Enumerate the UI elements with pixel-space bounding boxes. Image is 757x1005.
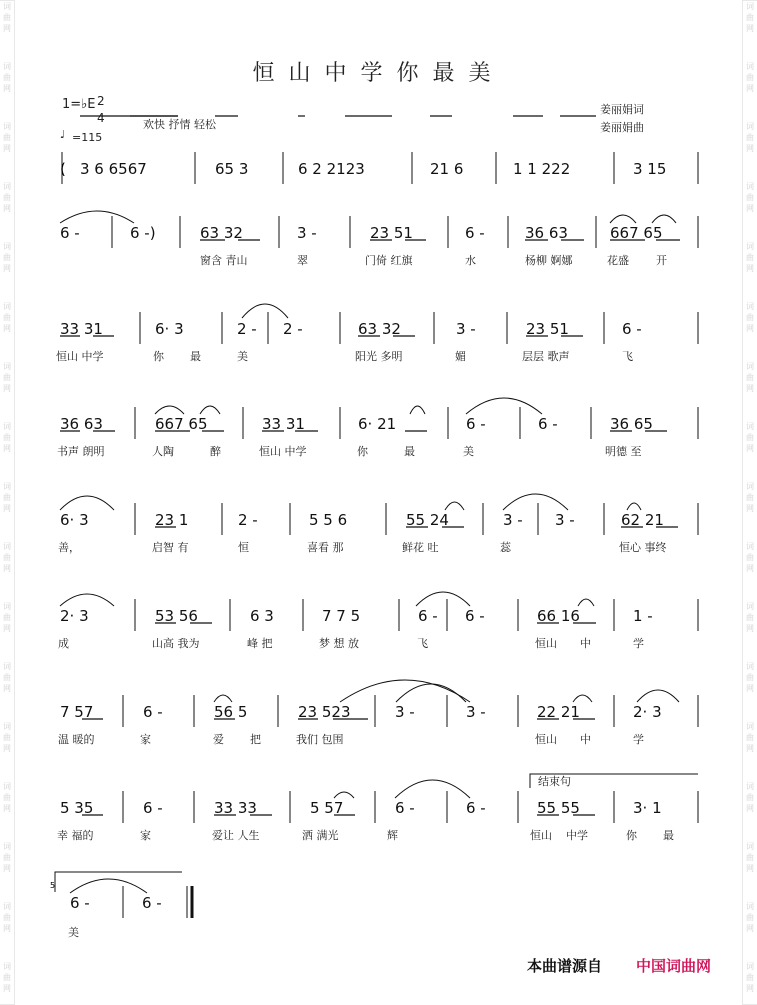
lyric-word: 明德 至 [605,445,642,458]
lyric-word: 最 [190,350,201,363]
watermark-text: 词 曲 网 [3,662,11,693]
lyricist-credit: 姜丽娟词 [600,103,644,116]
notation-bar: 6 -) [130,224,156,242]
notation-bar: 6 - [466,799,486,817]
notation-bar: 33 31 [60,320,103,338]
lyric-word: 中 [580,637,591,650]
lyric-word: 中 [580,733,591,746]
lyric-word: 美 [463,445,474,458]
watermark-text: 词 曲 网 [3,842,11,873]
notation-bar: 6· 3 [60,511,89,529]
notation-bar: 36 63 [525,224,568,242]
notation-bar: 3 - [555,511,575,529]
slur-arc [60,211,134,223]
watermark-text: 词 曲 网 [3,302,11,333]
slur-arc [395,780,470,798]
time-signature-top: 2 [97,94,105,108]
lyric-word: 爱让 人生 [212,829,260,842]
lyric-word: 峰 把 [247,637,273,650]
notation-bar: 55 24 [406,511,449,529]
lyric-word: 我们 包围 [296,733,344,746]
notation-bar: 36 63 [60,415,103,433]
watermark-text: 词 曲 网 [746,962,754,993]
notation-bar: 53 56 [155,607,198,625]
notation-bar: 23 51 [370,224,413,242]
expression-marking: 欢快 抒情 轻松 [143,118,216,131]
lyric-word: 家 [140,829,151,842]
lyric-word: 你 [153,350,164,363]
slur-arc [627,503,641,510]
notation-bar: 3 15 [633,160,667,178]
watermark-text: 词 曲 网 [3,422,11,453]
lyric-word: 中学 [566,829,588,842]
watermark-text: 词 曲 网 [3,242,11,273]
notation-bar: 667 65 [610,224,663,242]
notation-bar: 5 5 6 [309,511,348,529]
slur-arc [466,398,542,414]
watermark-text: 词 曲 网 [746,62,754,93]
lyric-word: 飞 [622,350,633,363]
lyric-word: 学 [633,637,644,650]
lyric-word: 山高 我为 [152,637,200,650]
watermark-text: 词 曲 网 [746,422,754,453]
lyric-word: 美 [237,350,248,363]
lyric-word: 启智 有 [152,541,189,554]
slur-arc [70,879,147,893]
watermark-text: 词 曲 网 [3,122,11,153]
lyric-word: 花盛 [607,254,629,267]
notation-bar: 6 - [143,799,163,817]
volta-label: 结束句 [538,775,571,788]
notation-bar: 63 32 [200,224,243,242]
watermark-text: 词 曲 网 [3,902,11,933]
notation-bar: 36 65 [610,415,653,433]
watermark-text: 词 曲 网 [3,182,11,213]
notation-bar: 6 3 [250,607,274,625]
lyric-word: 喜看 那 [307,541,344,554]
notation-bar: 63 32 [358,320,401,338]
slur-arc [60,594,114,606]
watermark-text: 词 曲 网 [746,902,754,933]
notation-bar: 6 - [142,894,162,912]
slur-arc [578,599,594,606]
lyric-word: 爱 [213,733,224,746]
watermark-text: 词 曲 网 [3,962,11,993]
notation-bar: 7 57 [60,703,94,721]
watermark-text: 词 曲 网 [3,362,11,393]
lyric-word: 善， [58,541,80,554]
lyric-word: 洒 满光 [302,829,339,842]
notation-bar: 3 - [456,320,476,338]
notation-bar: 33 31 [262,415,305,433]
notation-bar: 3 - [503,511,523,529]
slur-arc [610,215,636,223]
lyric-word: 恒山 中学 [259,445,307,458]
lyric-word: 层层 歌声 [522,350,570,363]
lyric-word: 飞 [417,637,428,650]
slur-arc [200,406,220,414]
lyric-word: 恒山 中学 [56,350,104,363]
notation-bar: 667 65 [155,415,208,433]
lyric-word: 媚 [455,350,466,363]
source-prefix: 本曲谱源自 [527,957,603,975]
lyric-word: 恒山 [530,829,552,842]
volta-number: 5 [50,881,56,890]
notation-bar: 6 2 2123 [298,160,365,178]
notation-bar: 62 21 [621,511,664,529]
notation-bar: 56 5 [214,703,248,721]
watermark-text: 词 曲 网 [3,62,11,93]
watermark-text: 词 曲 网 [3,2,11,33]
watermark-text: 词 曲 网 [746,722,754,753]
notation-bar: 6· 3 [155,320,184,338]
lyric-word: 辉 [387,829,398,842]
lyric-word: 人陶 [152,445,174,458]
watermark-text: 词 曲 网 [746,482,754,513]
notation-bar: 22 21 [537,703,580,721]
lyric-word: 杨柳 婀娜 [525,254,573,267]
notation-bar: 6 - [465,607,485,625]
notation-bar: 5 57 [310,799,344,817]
lyric-word: 学 [633,733,644,746]
notation-bar: 6 - [418,607,438,625]
watermark-text: 词 曲 网 [746,842,754,873]
watermark-text: 词 曲 网 [746,782,754,813]
notation-bar: 1 1 222 [513,160,571,178]
tempo-note-icon: ♩ [60,128,66,141]
notation-bar: 23 1 [155,511,189,529]
intro-open-paren: ( [60,160,66,178]
slur-arc [445,502,464,510]
watermark-text: 词 曲 网 [746,122,754,153]
watermark-text: 词 曲 网 [3,722,11,753]
lyric-word: 门倚 红旗 [365,254,413,267]
lyric-word: 水 [465,254,476,267]
lyric-word: 醉 [210,445,221,458]
notation-bar: 1 - [633,607,653,625]
slur-arc [416,592,470,606]
watermark-text: 词 曲 网 [746,602,754,633]
slur-arc [214,695,232,702]
notation-bar: 3 - [395,703,415,721]
lyric-word: 成 [58,637,69,650]
watermark-text: 词 曲 网 [746,182,754,213]
watermark-text: 词 曲 网 [746,662,754,693]
slur-arc [155,406,184,414]
notation-bar: 2 - [283,320,303,338]
lyric-word: 温 暖的 [58,733,95,746]
notation-bar: 6 - [466,415,486,433]
notation-bar: 55 55 [537,799,580,817]
volta-bracket-second [55,872,182,892]
notation-bar: 6 - [622,320,642,338]
lyric-word: 阳光 多明 [355,350,403,363]
notation-bar: 65 3 [215,160,249,178]
notation-bar: 21 6 [430,160,464,178]
slur-arc [242,304,288,318]
watermark-text: 词 曲 网 [3,542,11,573]
watermark-text: 词 曲 网 [3,782,11,813]
notation-bar: 6 - [143,703,163,721]
notation-bar: 33 33 [214,799,257,817]
lyric-word: 你 [626,829,637,842]
notation-bar: 6 - [60,224,80,242]
notation-bar: 2· 3 [633,703,662,721]
lyric-word: 恒山 [535,637,557,650]
song-title: 恒山中学你最美 [252,61,505,86]
notation-bar: 2 - [238,511,258,529]
lyric-word: 窗含 青山 [200,254,248,267]
composer-credit: 姜丽娟曲 [600,121,644,134]
notation-bar: 6 - [465,224,485,242]
lyric-word: 翠 [297,254,308,267]
watermark-text: 词 曲 网 [746,242,754,273]
source-site-link[interactable]: 中国词曲网 [636,957,712,975]
notation-bar: 3 6 6567 [80,160,147,178]
lyric-word: 恒山 [535,733,557,746]
tempo-marking: =115 [72,131,103,144]
lyric-word: 把 [250,733,261,746]
notation-bar: 6 - [70,894,90,912]
lyric-word: 开 [656,254,667,267]
notation-bar: 6 - [538,415,558,433]
slur-arc [573,695,592,702]
watermark-text: 词 曲 网 [746,302,754,333]
notation-bar: 23 523 [298,703,351,721]
notation-bar: 7 7 5 [322,607,361,625]
slur-arc [340,680,470,702]
lyric-word: 你 [357,445,368,458]
notation-bar: 3· 1 [633,799,662,817]
lyric-word: 美 [68,926,79,939]
time-signature-bottom: 4 [97,111,105,125]
notation-bar: 6· 21 [358,415,397,433]
slur-arc [396,684,466,702]
lyric-word: 最 [663,829,674,842]
slur-arc [637,690,679,702]
watermark-text: 词 曲 网 [746,362,754,393]
slur-arc [60,496,114,510]
lyric-word: 梦 想 放 [319,637,359,650]
lyric-word: 家 [140,733,151,746]
notation-bar: 6 - [395,799,415,817]
lyric-word: 蕊 [500,541,511,554]
watermark-text: 词 曲 网 [3,482,11,513]
lyric-word: 书声 朗明 [57,445,105,458]
notation-bar: 23 51 [526,320,569,338]
slur-arc [503,494,568,510]
lyric-word: 恒 [238,541,249,554]
slur-arc [410,406,425,414]
key-signature: 1=♭E [62,97,96,112]
watermark-text: 词 曲 网 [3,602,11,633]
notation-bar: 2 - [237,320,257,338]
notation-bar: 66 16 [537,607,580,625]
watermark-text: 词 曲 网 [746,542,754,573]
lyric-word: 鲜花 吐 [402,541,439,554]
notation-bar: 2· 3 [60,607,89,625]
watermark-text: 词 曲 网 [746,2,754,33]
notation-bar: 5 35 [60,799,94,817]
slur-arc [334,792,354,798]
lyric-word: 最 [404,445,415,458]
slur-arc [652,215,676,223]
notation-bar: 3 - [466,703,486,721]
lyric-word: 恒心 事终 [619,541,667,554]
notation-bar: 3 - [297,224,317,242]
lyric-word: 幸 福的 [57,829,94,842]
